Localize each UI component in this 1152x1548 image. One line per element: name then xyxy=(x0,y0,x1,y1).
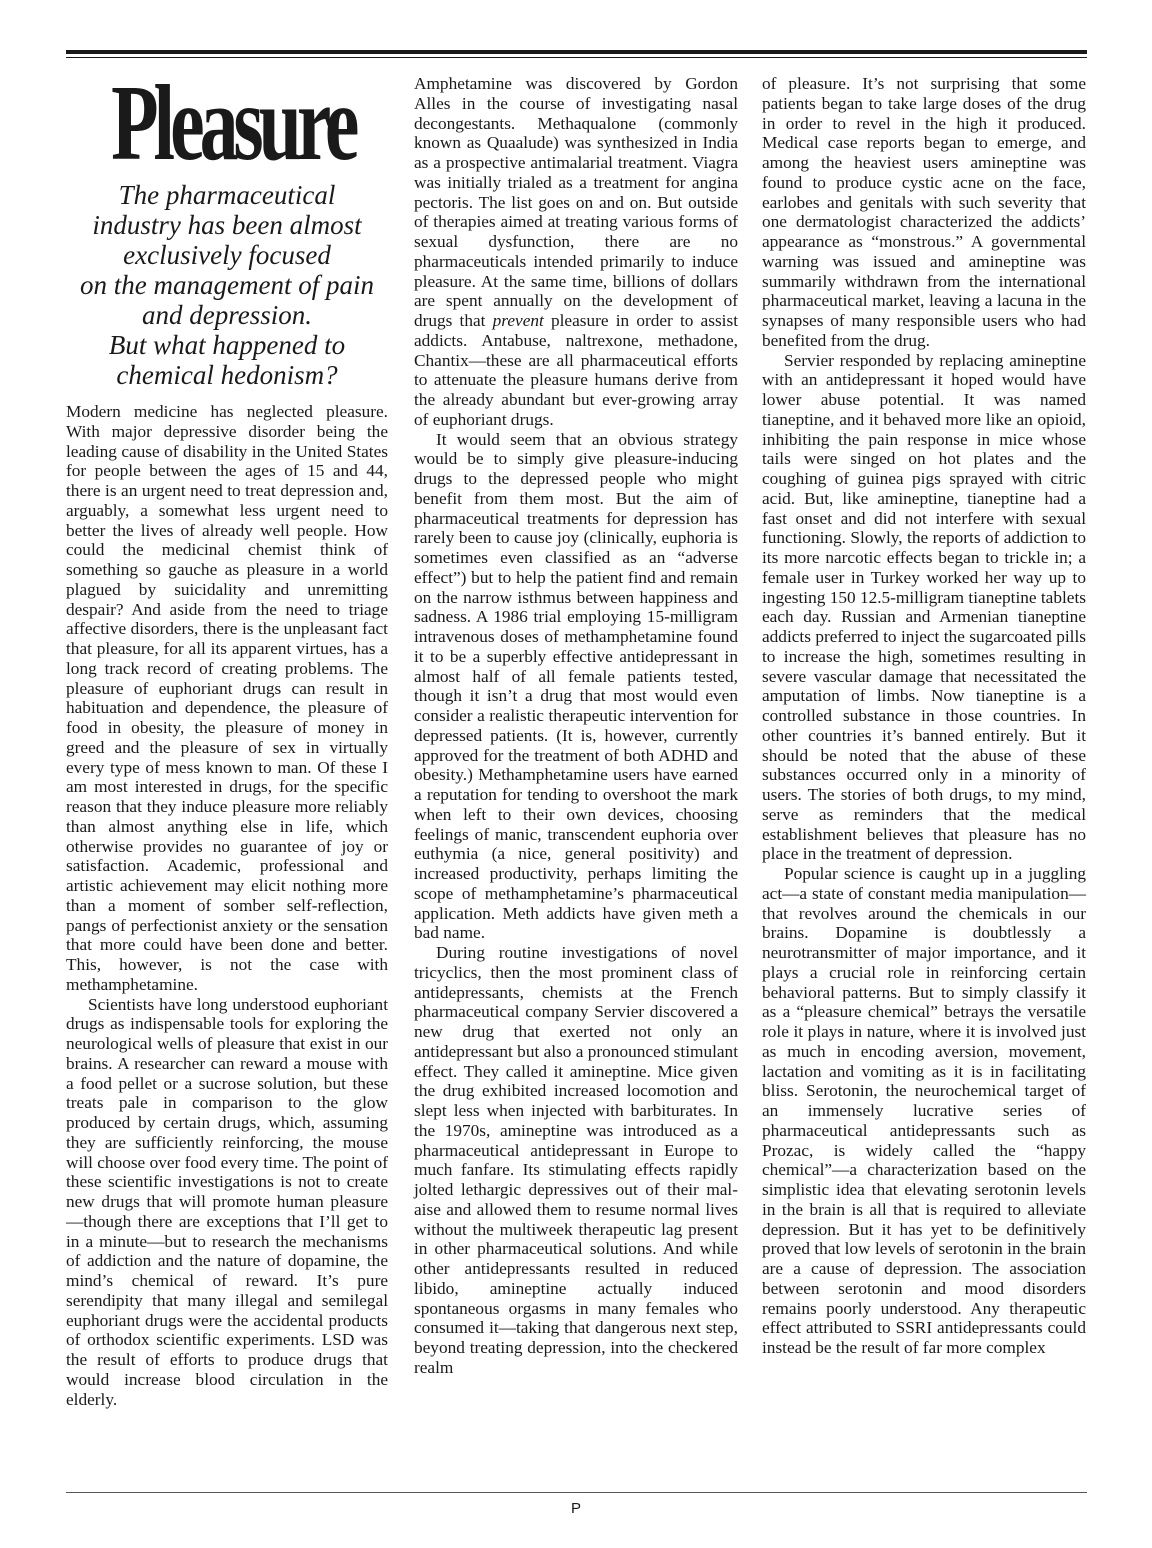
column-2 xyxy=(414,74,738,1378)
deck-line: and depression. xyxy=(142,300,312,330)
column-3 xyxy=(762,74,1086,1358)
article-deck xyxy=(66,180,388,390)
paragraph: It would seem that an obvious strategy would be to simply give pleasure-inducing drugs to the depressed people who might benefit from them most. But the aim of pharmaceutical treatments for depression has rarely been to cause joy (clinically, euphoria is sometimes even classified as an “adverse effect”) but to help the patient find and remain on the narrow isthmus between happiness and sadness. A 1986 trial employing 15-milligram intravenous doses of methamphetamine found it to be a superbly effective antidepressant in almost half of all female patients tested, though it isn’t a drug that most would even consider a realistic therapeutic intervention for depressed patients. (It is, however, currently approved for the treatment of both ADHD and obesity.) Methamphetamine users have earned a reputation for tending to overshoot the mark when left to their own devices, choosing feelings of manic, transcendent euphoria over euthymia (a nice, general positivity) and increased productivity, perhaps limiting the scope of methamphetamine’s pharmaceutical application. Meth addicts have given meth a bad name. xyxy=(414,429,738,943)
paragraph: Scientists have long understood euphoriant drugs as indispensable tools for exploring the neurological wells of pleasure that exist in our brains. A researcher can reward a mouse with a food pellet or a sucrose solution, but these treats pale in comparison to the glow produced by certain drugs, which, assuming they are sufficiently reinforcing, the mouse will choose over food every time. The point of these scientific investigations is not to create new drugs that will promote human pleasure—though there are exceptions that I’ll get to in a minute—but to research the mechanisms of addiction and the nature of dopamine, the mind’s chemical of reward. It’s pure serendipity that many illegal and semilegal euphoriant drugs were the accidental products of orthodox scientific experiments. LSD was the result of efforts to produce drugs that would increase blood circulation in the elderly. xyxy=(66,994,388,1409)
deck-line: on the management of pain xyxy=(80,270,374,300)
paragraph: Popular science is caught up in a juggling act—a state of constant media manipulation—that revolves around the chemicals in our brains. Dopamine is doubtlessly a neurotransmitter of major importance, and it plays a crucial role in reinforcing certain behavioral patterns. But to simply classify it as a “pleasure chemical” betrays the versatile role it plays in nature, where it is involved just as much in encoding aversion, movement, lactation and vomiting as it is in facilitating bliss. Serotonin, the neurochemical target of an immensely lucrative series of pharmaceutical antidepressants such as Prozac, is widely called the “happy chemical”—a characterization based on the simplistic idea that elevating serotonin levels in the brain is all that is required to alleviate depression. But it has yet to be definitively proved that low levels of serotonin in the brain are a cause of depression. The association between serotonin and mood disorders remains poorly understood. Any therapeutic effect attributed to SSRI antidepressants could instead be the result of far more complex xyxy=(762,864,1086,1357)
deck-line: industry has been almost xyxy=(92,210,362,240)
paragraph: of pleasure. It’s not surprising that some patients began to take large doses of the drug in order to revel in the high it produced. Medical case reports began to emerge, and among the heaviest users amineptine was found to produce cystic acne on the face, earlobes and genitals with such severity that one dermatologist characterized the addicts’ appearance as “monstrous.” A governmental warning was issued and amineptine was summarily withdrawn from the international pharmaceutical market, leaving a lacuna in the synapses of many responsible users who had benefited from the drug. xyxy=(762,74,1086,350)
page-letter: P xyxy=(570,1500,581,1517)
paragraph: During routine investigations of novel tricyclics, then the most prominent class of antidepressants, chemists at the French pharmaceutical company Servier discovered a new drug that exerted not only an antidepressant but also a pronounced stimulant effect. They called it amineptine. Mice given the drug exhibited increased locomotion and slept less when injected with barbiturates. In the 1970s, amineptine was introduced as a pharmaceutical antidepressant in Europe to much fanfare. Its stimulating effects rapidly jolted lethargic depressives out of their malaise and allowed them to resume normal lives without the multiweek therapeutic lag present in other pharmaceutical solutions. And while other antidepressants resulted in reduced libido, amineptine actually induced spontaneous orgasms in many females who consumed it—taking that dangerous next step, beyond treating depression, into the checkered realm xyxy=(414,943,738,1377)
emphasis-text: prevent xyxy=(492,311,544,330)
deck-line: exclusively focused xyxy=(123,240,331,270)
deck-line: chemical hedonism? xyxy=(116,360,338,390)
paragraph: Modern medicine has neglected pleasure. With major depressive disorder being the leading cause of disability in the United States for people between the ages of 15 and 44, there is an urgent need to treat depression and, arguably, a somewhat less urgent need to better the lives of already well people. How could the medicinal chemist think of something so gauche as pleasure in a world plagued by suicidality and unremitting despair? And aside from the need to triage affective disorders, there is the unpleasant fact that pleasure, for all its apparent virtues, has a long track record of creating problems. The pleasure of euphoriant drugs can result in habituation and dependence, the pleasure of food in obesity, the pleasure of money in greed and the pleasure of sex in virtually every type of mess known to man. Of these I am most interested in drugs, for the specific reason that they induce pleasure more reliably than almost anything else in life, which otherwise provides no guarantee of joy or satisfaction. Academic, professional and artistic achievement may elicit nothing more than a moment of somber self-reflection, pangs of perfectionist anxiety or the sensation that more could have been done and better. This, however, is not the case with methamphetamine. xyxy=(66,402,388,994)
article-title: Pleasure xyxy=(111,64,355,183)
column-1 xyxy=(66,64,388,1409)
paragraph: Servier responded by replacing amineptine with an antidepressant it hoped would have lower abuse potential. It was named tianeptine, and it behaved more like an opioid, inhibiting the pain response in mice whose tails were singed on hot plates and the coughing of guinea pigs sprayed with citric acid. But, like amineptine, tianeptine had a fast onset and did not interfere with sexual functioning. Slowly, the reports of addiction to its more narcotic effects began to trickle in; a female user in Turkey worked her way up to ingesting 150 12.5-milligram tianeptine tablets each day. Russian and Armenian tianeptine addicts preferred to inject the sugarcoated pills to increase the high, sometimes resulting in severe vascular damage that necessitated the amputation of limbs. Now tianeptine is a controlled substance in those countries. In other countries it’s banned entirely. But it should be noted that the abuse of these substances occurred only in a minority of users. The stories of both drugs, to my mind, serve as reminders that the medical establishment believes that pleasure has no place in the treatment of depression. xyxy=(762,350,1086,864)
paragraph-text: pleasure in order to assist addicts. Antabuse, naltrexone, methadone, Chantix—these are all pharmaceutical efforts to attenuate the pleasure humans derive from the already abundant but ever-growing array of euphoriant drugs. xyxy=(414,311,738,429)
paragraph-text: Amphetamine was discovered by Gordon Alles in the course of investigating nasal decongestants. Methaqualone (commonly known as Quaalude) was synthesized in India as a prospective antimalarial treatment. Viagra was initially trialed as a treatment for angina pectoris. The list goes on and on. But outside of therapies aimed at treating various forms of sexual dysfunction, there are no pharmaceuticals intended primarily to induce pleasure. At the same time, billions of dollars are spent annually on the development of drugs that xyxy=(414,74,738,330)
deck-line: The pharmaceutical xyxy=(118,180,336,210)
top-rule-thin xyxy=(66,57,1087,58)
deck-line: But what happened to xyxy=(108,330,346,360)
paragraph xyxy=(414,74,738,430)
bottom-rule xyxy=(66,1492,1087,1493)
top-rule-thick xyxy=(66,50,1087,54)
